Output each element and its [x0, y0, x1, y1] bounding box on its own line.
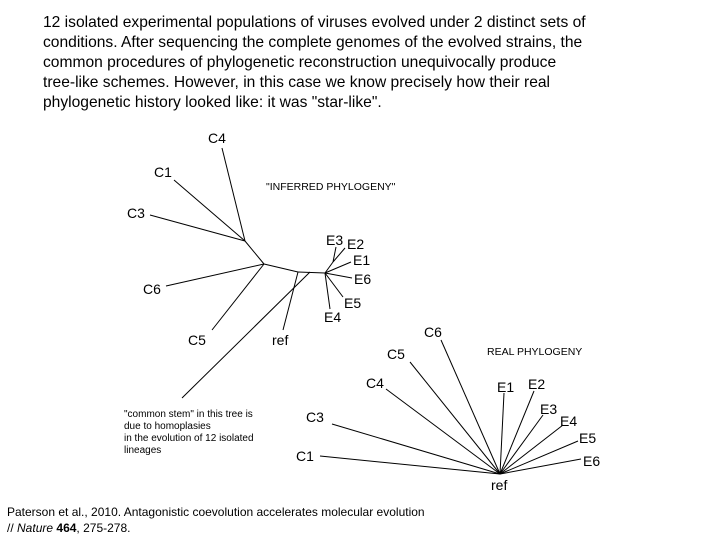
edge-c1 [174, 180, 245, 241]
citation-volume: 464 [56, 521, 77, 535]
intro-line: conditions. After sequencing the complete genomes of the evolved strains, the [43, 34, 583, 51]
label-c5: C5 [188, 332, 206, 348]
edge-common-stem [298, 272, 325, 273]
intro-line: 12 isolated experimental populations of viruses evolved under 2 distinct sets of [43, 14, 586, 31]
citation-pages: , 275-278. [76, 521, 131, 535]
star-label-e1: E1 [497, 379, 515, 395]
star-label-c6: C6 [424, 324, 442, 340]
star-label-e6: E6 [583, 453, 601, 469]
star-label-e2: E2 [528, 376, 546, 392]
note-line: "common stem" in this tree is [124, 409, 253, 420]
edge-c-cluster-stem [264, 264, 298, 272]
citation-journal: Nature [17, 521, 54, 535]
star-label-e3: E3 [540, 401, 558, 417]
label-ref: ref [272, 332, 289, 348]
note-line: in the evolution of 12 isolated [124, 433, 254, 444]
citation-prefix: // [7, 521, 18, 535]
star-label-c4: C4 [366, 375, 384, 391]
star-label-c1: C1 [296, 448, 314, 464]
star-edge-c6 [441, 340, 500, 474]
star-edge-c5 [410, 362, 500, 474]
label-e3: E3 [326, 232, 344, 248]
citation-line-1: Paterson et al., 2010. Antagonistic coevolution accelerates molecular evolution [7, 505, 425, 519]
star-label-c5: C5 [387, 346, 405, 362]
edge-c3 [150, 215, 245, 241]
edge-c4c1c3-stem [245, 241, 264, 264]
note-line: lineages [124, 445, 162, 456]
star-label-c3: C3 [306, 409, 324, 425]
real-title: REAL PHYLOGENY [487, 346, 583, 358]
star-edge-e4 [500, 425, 563, 474]
star-edge-c4 [386, 389, 500, 474]
label-c6: C6 [143, 281, 161, 297]
note-line: due to homoplasies [124, 421, 211, 432]
citation [7, 504, 707, 536]
intro-line: common procedures of phylogenetic reconstruction unequivocally produce [43, 54, 557, 71]
label-c3: C3 [127, 205, 145, 221]
star-label-e4: E4 [560, 413, 578, 429]
intro-line: phylogenetic history looked like: it was "star-like". [43, 94, 382, 111]
star-edge-e6 [500, 459, 581, 474]
edge-ref [283, 272, 298, 330]
intro-line: tree-like schemes. However, in this case we know precisely how their real [43, 74, 551, 91]
star-edge-c1 [320, 456, 500, 474]
label-e5: E5 [344, 295, 362, 311]
star-label-ref: ref [491, 477, 508, 493]
edge-e6 [325, 273, 352, 278]
label-e1: E1 [353, 252, 371, 268]
citation-line-2 [7, 520, 707, 536]
label-c4: C4 [208, 130, 226, 146]
label-e6: E6 [354, 271, 372, 287]
label-c1: C1 [154, 164, 172, 180]
label-e2: E2 [347, 236, 365, 252]
inferred-phylogeny [124, 130, 396, 456]
real-phylogeny [296, 324, 600, 493]
inferred-title: "INFERRED PHYLOGENY" [266, 181, 396, 193]
label-e4: E4 [324, 309, 342, 325]
star-edge-c3 [332, 424, 500, 474]
star-label-e5: E5 [579, 430, 597, 446]
edge-c4 [222, 148, 245, 241]
star-edge-e1 [500, 393, 504, 474]
